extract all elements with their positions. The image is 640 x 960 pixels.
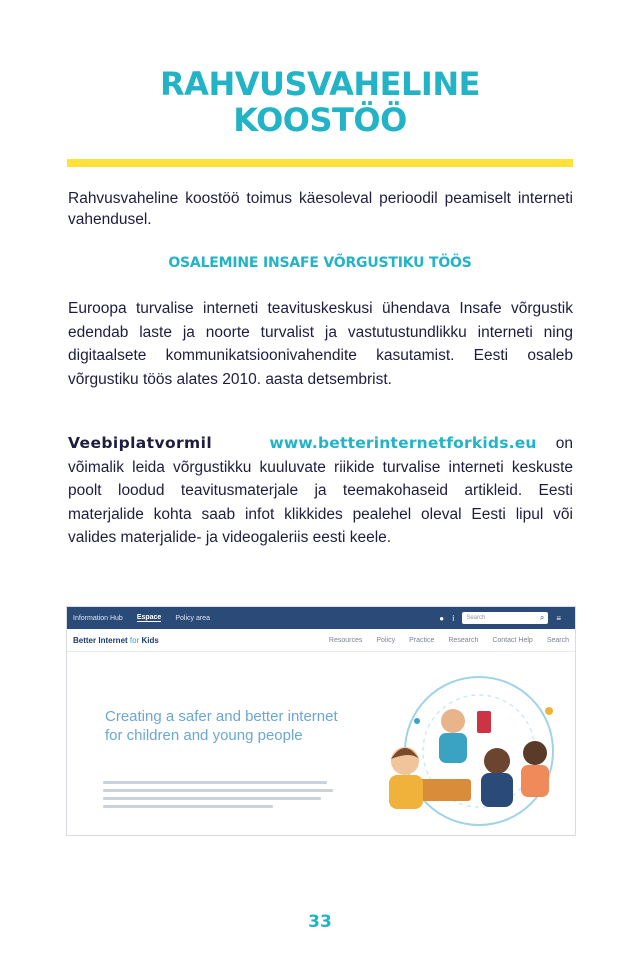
betterinternetforkids-link[interactable]: www.betterinternetforkids.eu xyxy=(269,434,537,452)
topbar-link-policy[interactable]: Policy area xyxy=(175,614,210,622)
title-underline xyxy=(67,159,573,167)
platform-lead: Veebiplatvormil xyxy=(68,434,213,452)
person-body xyxy=(439,733,467,763)
nav-item-policy[interactable]: Policy xyxy=(376,636,396,644)
person-head xyxy=(523,741,547,765)
hero-text-line xyxy=(103,805,273,808)
intro-paragraph: Rahvusvaheline koostöö toimus käesoleval perioodil peamiselt interneti vahendusel. xyxy=(68,190,573,228)
illustration-dot xyxy=(414,718,420,724)
site-navbar xyxy=(67,629,575,652)
platform-paragraph xyxy=(68,432,573,550)
topbar-link-hub[interactable]: Information Hub xyxy=(73,614,123,622)
platform-paragraph-rest: on võimalik leida võrgustikku kuuluvate riikide turvalise interneti keskuste poolt loodud teavitusmaterjale ja teemakohaseid artikleid. Eesti materjalide kohta saab infot klikkides pealehel oleval Eesti lipul või valides materjalide- ja videogaleriis eesti keele. xyxy=(68,435,573,546)
site-search-placeholder: Search xyxy=(466,615,486,621)
brand-main: Better Internet xyxy=(73,635,128,645)
page-number: 33 xyxy=(308,912,332,932)
info-icon[interactable]: ⅰ xyxy=(452,613,455,623)
section-subheading: OSALEMINE INSAFE VÕRGUSTIKU TÖÖS xyxy=(168,255,472,271)
nav-item-practice[interactable]: Practice xyxy=(409,636,435,644)
person-head xyxy=(484,748,510,774)
person-body xyxy=(521,765,549,797)
hero-text-line xyxy=(103,797,321,800)
topbar-link-espace[interactable]: Espace xyxy=(136,614,162,621)
hero-text-line xyxy=(103,789,333,792)
site-logo[interactable] xyxy=(73,636,159,645)
illustration-dot xyxy=(545,707,553,715)
language-icon[interactable]: ≡ xyxy=(556,613,561,623)
brand-end: Kids xyxy=(141,635,159,645)
search-icon[interactable]: ⌕ xyxy=(539,613,545,622)
brand-for: for xyxy=(127,635,142,645)
hero-title: Creating a safer and better internet for children and young people xyxy=(105,708,338,744)
nav-item-resources[interactable]: Resources xyxy=(328,636,363,644)
hero-text-line xyxy=(103,781,327,784)
insafe-paragraph: Euroopa turvalise interneti teavituskeskusi ühendava Insafe võrgustik edendab laste ja noorte turvalist ja vastutustundlikku interneti ning digitaalsete kommunikatsioonivahendite kasutamist. Eesti osaleb võrgustiku töös alates 2010. aasta detsembrist. xyxy=(68,300,573,388)
user-icon[interactable]: ● xyxy=(439,613,445,623)
person-body xyxy=(481,773,513,807)
person-head xyxy=(441,709,465,733)
nav-item-search[interactable]: Search xyxy=(546,636,569,644)
nav-item-contact[interactable]: Contact Help xyxy=(492,636,533,644)
children-illustration xyxy=(359,661,575,833)
website-screenshot xyxy=(66,606,576,836)
site-search-input[interactable] xyxy=(462,612,548,624)
illustration-phone xyxy=(477,711,491,733)
person-body xyxy=(389,775,423,809)
nav-item-research[interactable]: Research xyxy=(448,636,479,644)
page-title xyxy=(0,66,640,138)
title-line-2: KOOSTÖÖ xyxy=(233,101,407,139)
title-line-1: RAHVUSVAHELINE xyxy=(160,65,480,103)
site-topbar xyxy=(67,607,575,629)
